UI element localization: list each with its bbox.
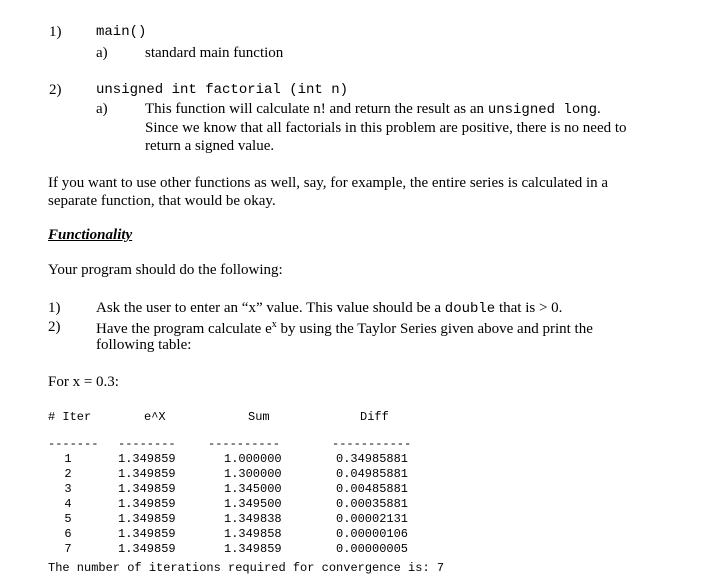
- table-dash-sum: ----------: [208, 437, 281, 451]
- table-cell: 1.000000: [224, 452, 282, 466]
- step2-post: by using the Taylor Series given above and print the: [276, 321, 593, 337]
- table-dash-diff: -----------: [332, 437, 412, 451]
- table-cell: 1.349859: [118, 467, 176, 481]
- table-cell: 0.04985881: [336, 467, 409, 481]
- table-column-diff: [332, 410, 412, 557]
- step2-sup: x: [271, 319, 277, 330]
- table-header-diff: Diff: [360, 410, 389, 424]
- table-cell: 1.349838: [224, 512, 282, 526]
- table-cell: 1: [64, 452, 72, 466]
- item1-sub-label: a): [96, 45, 108, 61]
- table-cell: 3: [64, 482, 72, 496]
- table-column-iter: [48, 410, 98, 557]
- table-cell: 0.00002131: [336, 512, 409, 526]
- item2-line1: [145, 101, 601, 118]
- table-cell: 0.34985881: [336, 452, 409, 466]
- table-cell: 1.349859: [118, 452, 176, 466]
- step2-text: [96, 319, 593, 338]
- item2-code: unsigned int factorial (int n): [96, 82, 349, 98]
- para1-line2: separate function, that would be okay.: [48, 193, 276, 209]
- table-cell: 4: [64, 497, 72, 511]
- table-cell: 1.349859: [118, 497, 176, 511]
- table-cell: 0.00485881: [336, 482, 409, 496]
- item1-sub-text: standard main function: [145, 45, 284, 61]
- step2-number: 2): [48, 319, 61, 335]
- table-cell: 2: [64, 467, 72, 481]
- item2-sub-label: a): [96, 101, 108, 117]
- item1-code: main(): [96, 24, 147, 40]
- item1-number: 1): [49, 24, 62, 40]
- table-header-ex: e^X: [144, 410, 166, 424]
- table-header-sum: Sum: [248, 410, 270, 424]
- item2-line2: Since we know that all factorials in this problem are positive, there is no need to: [145, 120, 627, 136]
- table-cell: 1.349500: [224, 497, 282, 511]
- table-dash-iter: -------: [48, 437, 99, 451]
- table-cell: 1.349859: [118, 542, 176, 556]
- table-header-iter: # Iter: [48, 410, 92, 424]
- para1-line1: If you want to use other functions as well, say, for example, the entire series is calculated in a: [48, 175, 609, 191]
- table-cell: 1.300000: [224, 467, 282, 481]
- table-cell: 0.00035881: [336, 497, 409, 511]
- intro-text: Your program should do the following:: [48, 262, 283, 278]
- step1-number: 1): [48, 300, 61, 316]
- for-x-label: For x = 0.3:: [48, 374, 119, 390]
- functionality-heading: Functionality: [48, 227, 133, 243]
- step1-post: that is > 0.: [495, 300, 563, 316]
- table-cell: 1.349859: [118, 512, 176, 526]
- table-column-ex: [118, 410, 176, 557]
- convergence-text: The number of iterations required for convergence is: 7: [48, 561, 445, 575]
- step1-code: double: [444, 301, 496, 317]
- table-cell: 1.349858: [224, 527, 282, 541]
- table-dash-ex: --------: [118, 437, 176, 451]
- item2-line1-post: .: [597, 101, 601, 117]
- step2-line2: following table:: [96, 337, 192, 353]
- item2-line1-code: unsigned long: [487, 102, 598, 118]
- table-cell: 1.349859: [224, 542, 282, 556]
- table-cell: 7: [64, 542, 72, 556]
- table-cell: 0.00000005: [336, 542, 409, 556]
- step1-text: [96, 300, 562, 317]
- table-cell: 1.349859: [118, 527, 176, 541]
- item2-number: 2): [49, 82, 62, 98]
- step2-pre: Have the program calculate e: [96, 321, 272, 337]
- table-cell: 1.349859: [118, 482, 176, 496]
- table-cell: 0.00000106: [336, 527, 409, 541]
- table-column-sum: [208, 410, 282, 557]
- step1-pre: Ask the user to enter an “x” value. This value should be a: [96, 300, 445, 316]
- item2-line3: return a signed value.: [145, 138, 275, 154]
- table-cell: 6: [64, 527, 72, 541]
- table-cell: 5: [64, 512, 72, 526]
- item2-line1-pre: This function will calculate n! and return the result as an: [145, 101, 488, 117]
- table-cell: 1.345000: [224, 482, 282, 496]
